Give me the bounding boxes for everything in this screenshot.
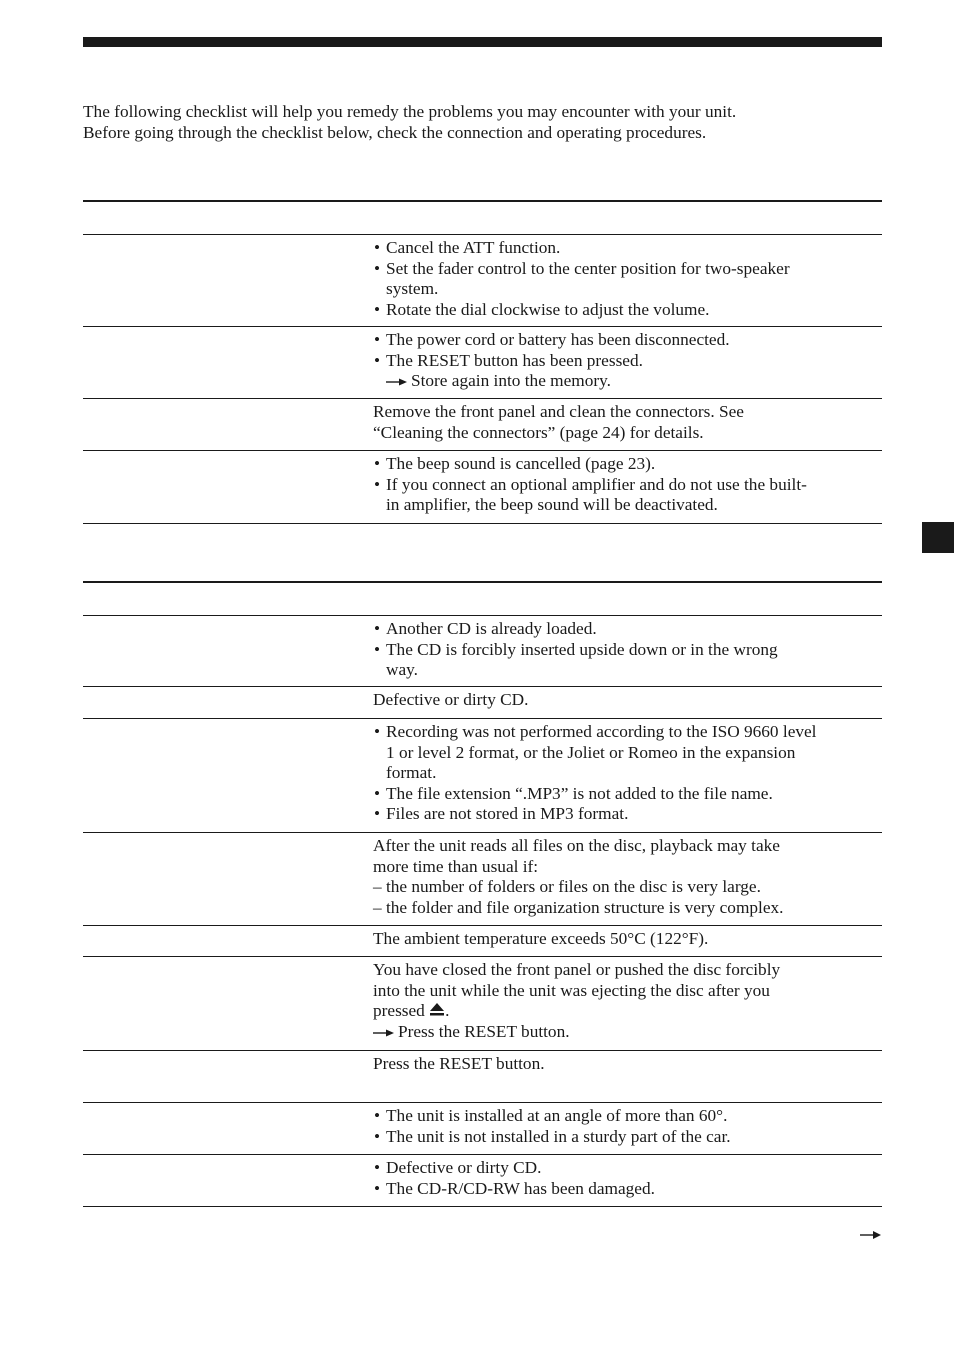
cause-line [373, 722, 882, 743]
cause-text: Press the RESET button. [373, 1054, 545, 1073]
cause-line [373, 690, 882, 711]
continue-arrow-icon [860, 1228, 882, 1247]
problem-cell [83, 1103, 373, 1154]
cd-table-row [83, 833, 882, 926]
cause-text: way. [386, 660, 418, 679]
cause-text: 1 or level 2 format, or the Joliet or Romeo in the expansion [386, 742, 796, 762]
cause-remedy-cell [373, 1155, 882, 1206]
cause-text: The file extension “.MP3” is not added to the file name. [386, 783, 773, 803]
cause-line [373, 763, 882, 784]
problem-cell [83, 235, 373, 326]
general-table-row [83, 327, 882, 399]
cause-text: The CD is forcibly inserted upside down or in the wrong [386, 639, 778, 659]
cause-line [373, 1106, 882, 1127]
general-section-header [83, 200, 882, 234]
intro-text [83, 102, 883, 143]
cause-line [373, 1001, 882, 1022]
problem-cell [83, 616, 373, 686]
cause-line [373, 619, 882, 640]
cause-line [373, 1127, 882, 1148]
general-table-row [83, 235, 882, 327]
cause-line [373, 475, 882, 496]
cause-line [373, 351, 882, 372]
problem-cell [83, 957, 373, 1050]
cause-text: Another CD is already loaded. [386, 619, 597, 638]
cause-line [373, 929, 882, 950]
cause-text: Recording was not performed according to the ISO 9660 level [386, 722, 817, 741]
cause-text: in amplifier, the beep sound will be deactivated. [386, 495, 718, 514]
cause-remedy-cell [373, 719, 882, 832]
problem-cell [83, 1155, 373, 1206]
cause-text: The CD-R/CD-RW has been damaged. [386, 1178, 655, 1198]
cause-text: The unit is installed at an angle of more than 60°. [386, 1106, 728, 1125]
right-arrow-icon [386, 371, 411, 392]
cause-line [373, 454, 882, 475]
cause-text: pressed [373, 1001, 425, 1020]
cause-remedy-cell [373, 399, 882, 450]
cd-table-row [83, 687, 882, 719]
problem-cell [83, 1051, 373, 1102]
cause-text: Press the RESET button. [398, 1021, 570, 1041]
cause-remedy-cell [373, 1103, 882, 1154]
problem-cell [83, 327, 373, 398]
eject-icon [429, 1001, 445, 1022]
cause-text: Store again into the memory. [411, 371, 611, 390]
cause-line [373, 960, 882, 981]
cause-remedy-cell [373, 957, 882, 1050]
cd-table-row [83, 616, 882, 687]
section-tab-marker [922, 522, 954, 553]
cause-text: Remove the front panel and clean the connectors. See [373, 402, 744, 421]
cause-text: more time than usual if: [373, 856, 539, 876]
cause-remedy-cell [373, 616, 882, 686]
cause-text: The unit is not installed in a sturdy part of the car. [386, 1126, 731, 1146]
intro-line-2: Before going through the checklist below, check the connection and operating procedures. [83, 122, 707, 142]
cause-remedy-cell [373, 687, 882, 718]
cause-text: format. [386, 763, 437, 782]
cause-text: The beep sound is cancelled (page 23). [386, 454, 656, 473]
cause-remedy-cell [373, 926, 882, 956]
problem-cell [83, 719, 373, 832]
cause-remedy-cell [373, 833, 882, 925]
cd-table-row [83, 1155, 882, 1207]
cause-text: into the unit while the unit was ejecting the disc after you [373, 980, 770, 1000]
cause-line [373, 877, 882, 898]
cause-text: – the folder and file organization structure is very complex. [373, 897, 784, 917]
cause-text: The ambient temperature exceeds 50°C (122°F). [373, 929, 709, 948]
cause-text: “Cleaning the connectors” (page 24) for details. [373, 422, 704, 442]
cause-line [373, 259, 882, 280]
cause-text: Rotate the dial clockwise to adjust the volume. [386, 299, 710, 319]
cause-text: After the unit reads all files on the disc, playback may take [373, 836, 780, 855]
cd-table-row [83, 1051, 882, 1103]
cause-line [373, 981, 882, 1002]
cause-line [373, 898, 882, 919]
cause-text: Defective or dirty CD. [373, 690, 529, 709]
cause-line [373, 1022, 882, 1043]
cause-remedy-cell [373, 1051, 882, 1102]
general-section [83, 200, 882, 524]
cause-line [373, 1158, 882, 1179]
cd-section [83, 581, 882, 1207]
cause-text: Cancel the ATT function. [386, 238, 561, 257]
cd-table-row [83, 957, 882, 1051]
cause-text: Set the fader control to the center position for two-speaker [386, 258, 790, 278]
cause-line [373, 279, 882, 300]
problem-cell [83, 926, 373, 956]
cause-line [373, 330, 882, 351]
cause-line [373, 660, 882, 681]
cause-line [373, 423, 882, 444]
cause-line [373, 402, 882, 423]
cause-line [373, 1054, 882, 1075]
cause-line [373, 836, 882, 857]
cause-remedy-cell [373, 235, 882, 326]
cause-line [373, 371, 882, 392]
cause-text: The power cord or battery has been disconnected. [386, 330, 730, 349]
cause-line [373, 300, 882, 321]
cause-text-suffix: . [445, 1001, 450, 1020]
cause-remedy-cell [373, 451, 882, 523]
general-table-row [83, 451, 882, 524]
cause-remedy-cell [373, 327, 882, 398]
cause-line [373, 857, 882, 878]
cd-table-row [83, 1103, 882, 1155]
general-table [83, 234, 882, 524]
cd-table [83, 615, 882, 1207]
cause-text: – the number of folders or files on the disc is very large. [373, 877, 761, 896]
general-table-row [83, 399, 882, 451]
cause-text: You have closed the front panel or pushed the disc forcibly [373, 960, 781, 979]
cause-text: Defective or dirty CD. [386, 1158, 542, 1177]
cause-line [373, 238, 882, 259]
problem-cell [83, 451, 373, 523]
cause-line [373, 1179, 882, 1200]
header-rule [83, 37, 882, 47]
problem-cell [83, 833, 373, 925]
problem-cell [83, 399, 373, 450]
right-arrow-icon [373, 1022, 398, 1043]
cause-line [373, 640, 882, 661]
cause-text: If you connect an optional amplifier and do not use the built- [386, 474, 807, 494]
cause-line [373, 804, 882, 825]
cause-text: Files are not stored in MP3 format. [386, 804, 629, 823]
cd-section-header [83, 581, 882, 615]
problem-cell [83, 687, 373, 718]
cause-line [373, 743, 882, 764]
cause-line [373, 784, 882, 805]
intro-line-1: The following checklist will help you remedy the problems you may encounter with your unit. [83, 102, 737, 121]
cause-text: The RESET button has been pressed. [386, 350, 643, 370]
cause-text: system. [386, 279, 439, 298]
cd-table-row [83, 719, 882, 833]
cause-line [373, 495, 882, 516]
cd-table-row [83, 926, 882, 957]
